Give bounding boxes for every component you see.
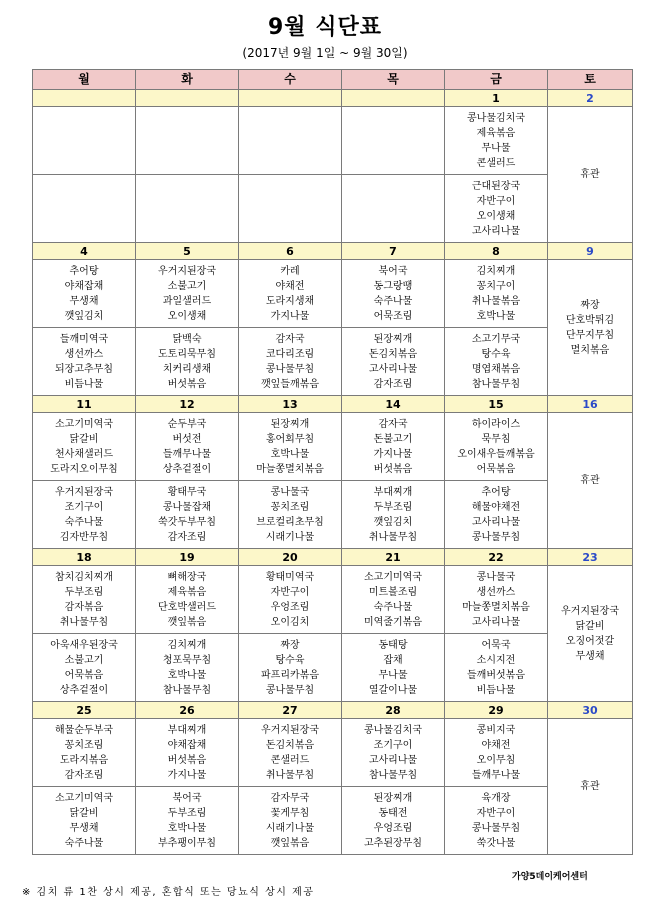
- dish-item: 도라지볶음: [59, 754, 109, 766]
- dinner-menu-cell: [239, 175, 342, 243]
- saturday-menu-cell: [548, 719, 633, 855]
- dish-item: 꽁치조림: [64, 739, 104, 751]
- dish-item: 김치찌개: [167, 639, 207, 651]
- dish-item: 생선까스: [64, 348, 104, 360]
- dish-item: 꽁치조림: [270, 501, 310, 513]
- dish-item: 콩나물무침: [471, 531, 521, 543]
- dish-item: 무생채: [69, 822, 99, 834]
- lunch-row: [33, 566, 633, 634]
- dinner-menu-cell: [239, 634, 342, 702]
- dinner-menu-cell: [445, 481, 548, 549]
- dish-item: 뼈해장국: [167, 571, 207, 583]
- lunch-menu-cell: [342, 719, 445, 787]
- dish-item: 김자반무침: [59, 531, 109, 543]
- date-range: (2017년 9월 1일 ~ 9월 30일): [242, 46, 408, 60]
- dish-item: 깻잎볶음: [167, 616, 207, 628]
- dish-item: 마늘쫑멸치볶음: [462, 601, 530, 613]
- dish-item: 북어국: [378, 265, 408, 277]
- dinner-menu-cell: [136, 328, 239, 396]
- lunch-menu-cell: [445, 107, 548, 175]
- dish-item: 생선까스: [476, 586, 516, 598]
- dish-item: 부대찌개: [373, 486, 413, 498]
- dish-item: 어묵조림: [373, 310, 413, 322]
- dish-item: 상추겉절이: [59, 684, 109, 696]
- dinner-menu-cell: [33, 481, 136, 549]
- dish-item: 닭백숙: [172, 333, 202, 345]
- dish-item: 어묵국: [481, 639, 511, 651]
- dish-item: 해물야채전: [471, 501, 521, 513]
- date-cell: 7: [342, 243, 445, 260]
- date-cell: 18: [33, 549, 136, 566]
- dish-item: 된장찌개: [373, 333, 413, 345]
- dish-item: 어묵볶음: [64, 669, 104, 681]
- page-title: 9월 식단표: [268, 15, 382, 40]
- date-cell: 6: [239, 243, 342, 260]
- dish-item: 시래기나물: [265, 531, 315, 543]
- dish-item: 추어탕: [69, 265, 99, 277]
- dish-item: 야채전: [481, 739, 511, 751]
- saturday-menu-cell: [548, 107, 633, 243]
- dish-item: 야채잡채: [64, 280, 104, 292]
- dish-item: 명엽채볶음: [471, 363, 521, 375]
- dish-item: 콩나물무침: [471, 822, 521, 834]
- saturday-dish-item: 단호박튀김: [565, 314, 615, 326]
- dish-item: 돈김치볶음: [368, 348, 418, 360]
- dish-item: 도토리묵무침: [158, 348, 216, 360]
- saturday-dish-item: 멸치볶음: [570, 344, 610, 356]
- lunch-menu-cell: [33, 107, 136, 175]
- lunch-menu-cell: [342, 260, 445, 328]
- dinner-menu-cell: [342, 481, 445, 549]
- saturday-menu-cell: [548, 566, 633, 702]
- dish-item: 고사리나물: [471, 225, 521, 237]
- dish-item: 우거지된장국: [261, 724, 319, 736]
- dinner-menu-cell: [33, 328, 136, 396]
- saturday-dish-item: 짜장: [580, 299, 600, 311]
- lunch-menu-cell: [342, 413, 445, 481]
- lunch-row: [33, 260, 633, 328]
- weekday-header: 목: [342, 70, 445, 90]
- dish-item: 감자조림: [373, 378, 413, 390]
- lunch-menu-cell: [33, 413, 136, 481]
- dish-item: 무나물: [481, 142, 511, 154]
- dish-item: 잡채: [383, 654, 403, 666]
- dish-item: 조기구이: [64, 501, 104, 513]
- saturday-dish-item: 단무지무침: [565, 329, 615, 341]
- lunch-menu-cell: [239, 719, 342, 787]
- dinner-row: [33, 328, 633, 396]
- lunch-menu-cell: [342, 566, 445, 634]
- dish-item: 꽁치구이: [476, 280, 516, 292]
- dish-item: 취나물볶음: [471, 295, 521, 307]
- date-cell: [33, 90, 136, 107]
- dish-item: 동그랑땡: [373, 280, 413, 292]
- dish-item: 오이생채: [167, 310, 207, 322]
- date-row: [33, 549, 633, 566]
- dish-item: 취나물무침: [59, 616, 109, 628]
- date-cell: 1: [445, 90, 548, 107]
- dish-item: 깻잎김치: [373, 516, 413, 528]
- dish-item: 하이라이스: [471, 418, 521, 430]
- meal-plan-table: [32, 69, 633, 855]
- dinner-row: [33, 787, 633, 855]
- dish-item: 두부조림: [167, 807, 207, 819]
- dish-item: 오이김치: [270, 616, 310, 628]
- dish-item: 오이무침: [476, 754, 516, 766]
- dish-item: 순두부국: [167, 418, 207, 430]
- dish-item: 취나물무침: [265, 769, 315, 781]
- dish-item: 브로컬리초무침: [256, 516, 324, 528]
- dish-item: 감자조림: [167, 531, 207, 543]
- date-cell: [239, 90, 342, 107]
- date-cell: 16: [548, 396, 633, 413]
- dish-item: 근대된장국: [471, 180, 521, 192]
- dish-item: 콩나물무침: [265, 684, 315, 696]
- lunch-menu-cell: [445, 260, 548, 328]
- date-cell: 23: [548, 549, 633, 566]
- dish-item: 야채전: [275, 280, 305, 292]
- date-cell: 20: [239, 549, 342, 566]
- lunch-menu-cell: [239, 107, 342, 175]
- dish-item: 우엉조림: [270, 601, 310, 613]
- lunch-menu-cell: [239, 566, 342, 634]
- dish-item: 콩나물김치국: [467, 112, 525, 124]
- dish-item: 감자국: [275, 333, 305, 345]
- dish-item: 카레: [280, 265, 300, 277]
- dish-item: 우거지된장국: [55, 486, 113, 498]
- dish-item: 미역줄기볶음: [364, 616, 422, 628]
- date-cell: 4: [33, 243, 136, 260]
- dish-item: 치커리생채: [162, 363, 212, 375]
- date-cell: 21: [342, 549, 445, 566]
- dish-item: 콩나물무침: [265, 363, 315, 375]
- dish-item: 비듬나물: [64, 378, 104, 390]
- dish-item: 자반구이: [270, 586, 310, 598]
- dinner-menu-cell: [342, 634, 445, 702]
- dish-item: 고사리나물: [368, 754, 418, 766]
- dish-item: 천사채샐러드: [55, 448, 113, 460]
- dish-item: 숙주나물: [373, 295, 413, 307]
- dish-item: 육개장: [481, 792, 511, 804]
- dish-item: 들깨무나물: [162, 448, 212, 460]
- dish-item: 콩나물국: [476, 571, 516, 583]
- weekday-header: 금: [445, 70, 548, 90]
- dish-item: 묵무침: [481, 433, 511, 445]
- dish-item: 조기구이: [373, 739, 413, 751]
- saturday-menu-cell: [548, 260, 633, 396]
- dish-item: 탕수육: [481, 348, 511, 360]
- dinner-menu-cell: [239, 787, 342, 855]
- dish-item: 콘샐러드: [476, 157, 516, 169]
- dinner-menu-cell: [136, 481, 239, 549]
- dish-item: 탕수육: [275, 654, 305, 666]
- dish-item: 황태미역국: [265, 571, 315, 583]
- dish-item: 소불고기: [64, 654, 104, 666]
- dish-item: 호박나물: [167, 822, 207, 834]
- date-cell: 9: [548, 243, 633, 260]
- dish-item: 호박나물: [167, 669, 207, 681]
- dish-item: 우거지된장국: [158, 265, 216, 277]
- dish-item: 참나물무침: [162, 684, 212, 696]
- dish-item: 콩나물잡채: [162, 501, 212, 513]
- saturday-menu-cell: [548, 413, 633, 549]
- dish-item: 들깨버섯볶음: [467, 669, 525, 681]
- lunch-row: [33, 719, 633, 787]
- dish-item: 깻잎김치: [64, 310, 104, 322]
- dish-item: 김치찌개: [476, 265, 516, 277]
- dish-item: 버섯볶음: [373, 463, 413, 475]
- dish-item: 열갈이나물: [368, 684, 418, 696]
- dish-item: 도라지오이무침: [50, 463, 118, 475]
- weekday-header: 토: [548, 70, 633, 90]
- date-cell: 5: [136, 243, 239, 260]
- dinner-menu-cell: [342, 328, 445, 396]
- dish-item: 참나물무침: [471, 378, 521, 390]
- dish-item: 호박나물: [270, 448, 310, 460]
- date-cell: 25: [33, 702, 136, 719]
- saturday-dish-item: 우거지된장국: [561, 605, 619, 617]
- lunch-menu-cell: [445, 413, 548, 481]
- dinner-menu-cell: [445, 787, 548, 855]
- dish-item: 참나물무침: [368, 769, 418, 781]
- dish-item: 가지나물: [167, 769, 207, 781]
- lunch-menu-cell: [136, 107, 239, 175]
- weekday-header: 월: [33, 70, 136, 90]
- dish-item: 두부조림: [373, 501, 413, 513]
- dish-item: 가지나물: [373, 448, 413, 460]
- dish-item: 고사리나물: [368, 363, 418, 375]
- saturday-dish-item: 휴관: [580, 475, 600, 486]
- dish-item: 쑥갓나물: [476, 837, 516, 849]
- dish-item: 소고기미역국: [364, 571, 422, 583]
- lunch-menu-cell: [136, 413, 239, 481]
- dish-item: 북어국: [172, 792, 202, 804]
- dish-item: 동태전: [378, 807, 408, 819]
- date-cell: 11: [33, 396, 136, 413]
- dish-item: 고추된장무침: [364, 837, 422, 849]
- footnote: ※ 김치 류 1찬 상시 제공, 혼합식 또는 당뇨식 상시 제공: [22, 887, 315, 898]
- dish-item: 가지나물: [270, 310, 310, 322]
- dish-item: 비듬나물: [476, 684, 516, 696]
- dish-item: 돈김치볶음: [265, 739, 315, 751]
- lunch-menu-cell: [33, 719, 136, 787]
- dish-item: 어묵볶음: [476, 463, 516, 475]
- lunch-menu-cell: [136, 566, 239, 634]
- dish-item: 소시지전: [476, 654, 516, 666]
- dish-item: 단호박샐러드: [158, 601, 216, 613]
- dish-item: 참치김치찌개: [55, 571, 113, 583]
- dish-item: 버섯볶음: [167, 378, 207, 390]
- date-row: [33, 702, 633, 719]
- lunch-row: [33, 413, 633, 481]
- dish-item: 청포묵무침: [162, 654, 212, 666]
- date-cell: 14: [342, 396, 445, 413]
- saturday-dish-item: 휴관: [580, 781, 600, 792]
- lunch-menu-cell: [239, 413, 342, 481]
- dish-item: 숙주나물: [64, 516, 104, 528]
- dish-item: 감자국: [378, 418, 408, 430]
- dish-item: 숙주나물: [64, 837, 104, 849]
- dish-item: 제육볶음: [167, 586, 207, 598]
- lunch-menu-cell: [239, 260, 342, 328]
- date-cell: 2: [548, 90, 633, 107]
- dish-item: 과일샐러드: [162, 295, 212, 307]
- date-cell: 26: [136, 702, 239, 719]
- dish-item: 우엉조림: [373, 822, 413, 834]
- dish-item: 도라지생채: [265, 295, 315, 307]
- weekday-header: 수: [239, 70, 342, 90]
- dinner-menu-cell: [239, 481, 342, 549]
- dish-item: 고사리나물: [471, 516, 521, 528]
- dish-item: 오이새우들깨볶음: [457, 448, 535, 460]
- dinner-menu-cell: [33, 787, 136, 855]
- dish-item: 콩나물김치국: [364, 724, 422, 736]
- date-cell: 13: [239, 396, 342, 413]
- dish-item: 버섯볶음: [167, 754, 207, 766]
- saturday-dish-item: 닭갈비: [575, 620, 605, 632]
- saturday-dish-item: 휴관: [580, 169, 600, 180]
- lunch-menu-cell: [445, 719, 548, 787]
- dish-item: 쑥갓두부무침: [158, 516, 216, 528]
- weekday-header-row: [33, 70, 633, 90]
- dish-item: 들깨무나물: [471, 769, 521, 781]
- dish-item: 무나물: [378, 669, 408, 681]
- dish-item: 깻잎볶음: [270, 837, 310, 849]
- dish-item: 시래기나물: [265, 822, 315, 834]
- dish-item: 콩비지국: [476, 724, 516, 736]
- dinner-menu-cell: [445, 328, 548, 396]
- saturday-dish-item: 무생채: [575, 650, 605, 662]
- dish-item: 아욱새우된장국: [50, 639, 118, 651]
- dish-item: 해물순두부국: [55, 724, 113, 736]
- dish-item: 닭갈비: [69, 433, 99, 445]
- dish-item: 소고기무국: [471, 333, 521, 345]
- dinner-menu-cell: [342, 787, 445, 855]
- dinner-menu-cell: [445, 634, 548, 702]
- date-cell: 22: [445, 549, 548, 566]
- dish-item: 깻잎들깨볶음: [261, 378, 319, 390]
- weekday-header: 화: [136, 70, 239, 90]
- dish-item: 자반구이: [476, 195, 516, 207]
- center-name: 가양5데이케어센터: [512, 872, 588, 882]
- date-cell: 12: [136, 396, 239, 413]
- date-cell: [136, 90, 239, 107]
- date-cell: [342, 90, 445, 107]
- dish-item: 감자조림: [64, 769, 104, 781]
- dish-item: 홍어회무침: [265, 433, 315, 445]
- dish-item: 호박나물: [476, 310, 516, 322]
- dish-item: 감자무국: [270, 792, 310, 804]
- dinner-menu-cell: [33, 175, 136, 243]
- date-cell: 30: [548, 702, 633, 719]
- date-row: [33, 90, 633, 107]
- dinner-row: [33, 175, 633, 243]
- saturday-dish-item: 오징어젓갈: [565, 635, 615, 647]
- dish-item: 두부조림: [64, 586, 104, 598]
- dinner-menu-cell: [136, 634, 239, 702]
- date-cell: 28: [342, 702, 445, 719]
- dish-item: 파프리카볶음: [261, 669, 319, 681]
- lunch-menu-cell: [33, 260, 136, 328]
- date-row: [33, 243, 633, 260]
- dinner-menu-cell: [342, 175, 445, 243]
- date-cell: 8: [445, 243, 548, 260]
- dish-item: 돈불고기: [373, 433, 413, 445]
- lunch-menu-cell: [445, 566, 548, 634]
- dish-item: 상추겉절이: [162, 463, 212, 475]
- date-row: [33, 396, 633, 413]
- date-cell: 29: [445, 702, 548, 719]
- lunch-menu-cell: [136, 260, 239, 328]
- dish-item: 되장고추무침: [55, 363, 113, 375]
- dinner-menu-cell: [239, 328, 342, 396]
- dish-item: 들깨미역국: [59, 333, 109, 345]
- dish-item: 무생채: [69, 295, 99, 307]
- dinner-row: [33, 634, 633, 702]
- dish-item: 동태탕: [378, 639, 408, 651]
- dish-item: 마늘쫑멸치볶음: [256, 463, 324, 475]
- dish-item: 야채잡채: [167, 739, 207, 751]
- dish-item: 닭갈비: [69, 807, 99, 819]
- dish-item: 숙주나물: [373, 601, 413, 613]
- dish-item: 짜장: [280, 639, 300, 651]
- dish-item: 된장찌개: [373, 792, 413, 804]
- date-cell: 27: [239, 702, 342, 719]
- dinner-row: [33, 481, 633, 549]
- lunch-menu-cell: [342, 107, 445, 175]
- dish-item: 부대찌개: [167, 724, 207, 736]
- dish-item: 부추팽이무침: [158, 837, 216, 849]
- dish-item: 된장찌개: [270, 418, 310, 430]
- dish-item: 추어탕: [481, 486, 511, 498]
- dish-item: 감자볶음: [64, 601, 104, 613]
- dish-item: 버섯전: [172, 433, 202, 445]
- dinner-menu-cell: [136, 787, 239, 855]
- lunch-menu-cell: [33, 566, 136, 634]
- lunch-menu-cell: [136, 719, 239, 787]
- dish-item: 꽃게무침: [270, 807, 310, 819]
- dish-item: 고사리나물: [471, 616, 521, 628]
- dish-item: 콩나물국: [270, 486, 310, 498]
- dinner-menu-cell: [445, 175, 548, 243]
- date-cell: 19: [136, 549, 239, 566]
- lunch-row: [33, 107, 633, 175]
- dish-item: 소고기미역국: [55, 418, 113, 430]
- dish-item: 소불고기: [167, 280, 207, 292]
- date-cell: 15: [445, 396, 548, 413]
- dish-item: 코다리조림: [265, 348, 315, 360]
- dinner-menu-cell: [136, 175, 239, 243]
- dish-item: 콘샐러드: [270, 754, 310, 766]
- dish-item: 취나물무침: [368, 531, 418, 543]
- dish-item: 황태무국: [167, 486, 207, 498]
- dish-item: 소고기미역국: [55, 792, 113, 804]
- dinner-menu-cell: [33, 634, 136, 702]
- dish-item: 자반구이: [476, 807, 516, 819]
- dish-item: 제육볶음: [476, 127, 516, 139]
- dish-item: 오이생채: [476, 210, 516, 222]
- dish-item: 미트볼조림: [368, 586, 418, 598]
